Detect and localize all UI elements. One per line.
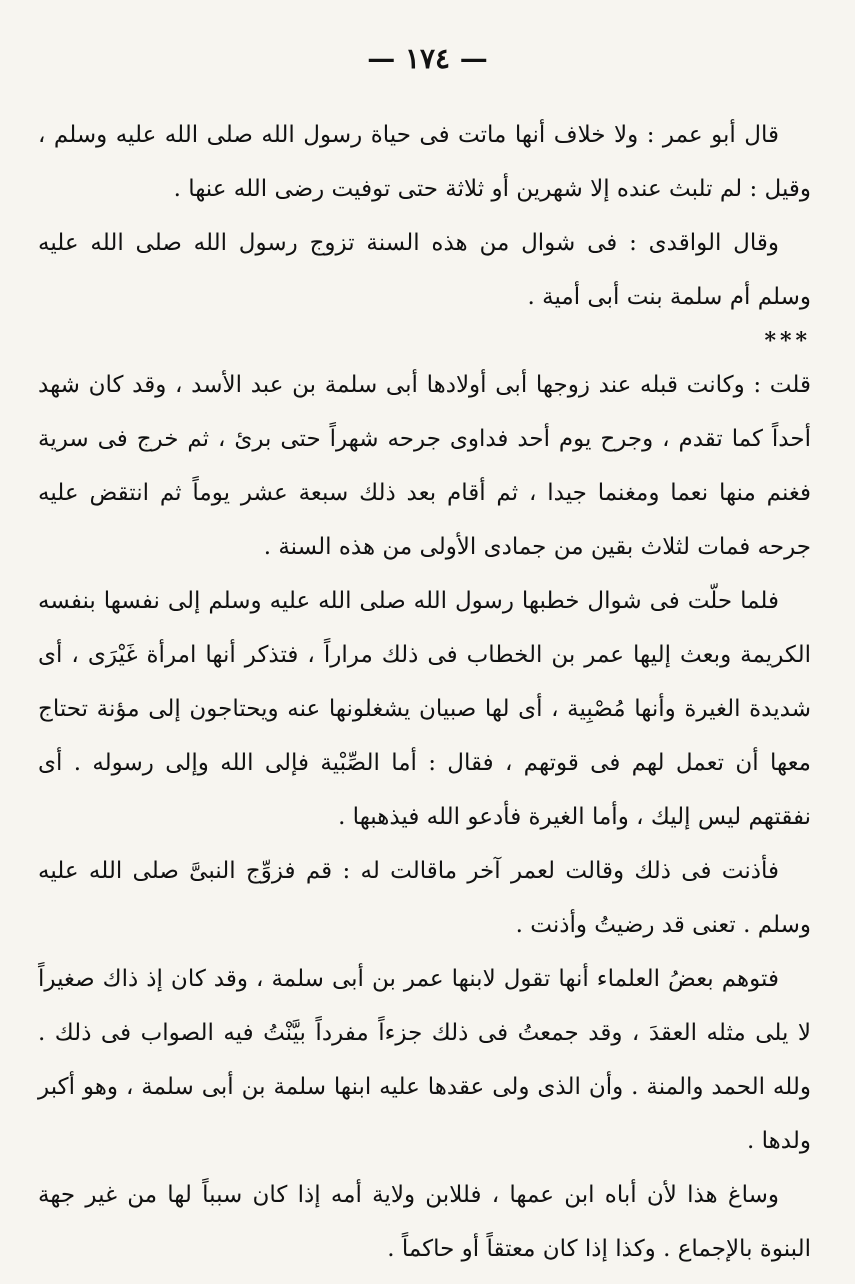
page-number: — ١٧٤ — (367, 42, 488, 75)
paragraph-guardian: فتوهم بعضُ العلماء أنها تقول لابنها عمر بن أبى سلمة ، وقد كان إذ ذاك صغيراً لا يلى مثله العقدَ ، وقد جمعتُ فى ذلك جزءاً مفرداً بيَّنْتُ فيه الصواب فى ذلك . ولله الحمد والمنة . وأن الذى ولى عقدها عليه ابنها سلمة بن أبى سلمة ، وهو أكبر ولدها . (38, 966, 811, 1154)
paragraph-ruling: وساغ هذا لأن أباه ابن عمها ، فللابن ولاية أمه إذا كان سبباً لها من غير جهة البنوة بالإجماع . وكذا إذا كان معتقاً أو حاكماً . (38, 1182, 811, 1262)
paragraph-waqidi: وقال الواقدى : فى شوال من هذه السنة تزوج رسول الله صلى الله عليه وسلم أم سلمة بنت أبى أمية . (38, 230, 811, 310)
paragraph-proposal: فلما حلّت فى شوال خطبها رسول الله صلى الله عليه وسلم إلى نفسها بنفسه الكريمة وبعث إليها عمر بن الخطاب فى ذلك مراراً ، فتذكر أنها امرأة غَيْرَى ، أى شديدة الغيرة وأنها مُصْبِية ، أى لها صبيان يشغلونها عنه ويحتاجون إلى مؤنة تحتاج معها أن تعمل لهم فى قوتهم ، فقال : أما الصِّبْية فإلى الله وإلى رسوله . أى نفقتهم ليس إليك ، وأما الغيرة فأدعو الله فيذهبها . (38, 588, 812, 830)
paragraph-abu-umar: قال أبو عمر : ولا خلاف أنها ماتت فى حياة رسول الله صلى الله عليه وسلم ، وقيل : لم تلبث عنده إلا شهرين أو ثلاثة حتى توفيت رضى الله عنها . (38, 122, 811, 202)
paragraph-consent: فأذنت فى ذلك وقالت لعمر آخر ماقالت له : قم فزوِّج النبىَّ صلى الله عليه وسلم . تعنى قد رضيتُ وأذنت . (38, 858, 811, 938)
page-body (38, 108, 811, 1276)
section-separator: *** (764, 328, 811, 354)
paragraph-qultu: قلت : وكانت قبله عند زوجها أبى أولادها أبى سلمة بن عبد الأسد ، وقد كان شهد أحداً كما تقدم ، وجرح يوم أحد فداوى جرحه شهراً حتى برئ ، ثم خرج فى سرية فغنم منها نعما ومغنما جيدا ، ثم أقام بعد ذلك سبعة عشر يوماً ثم انتقض عليه جرحه فمات لثلاث بقين من جمادى الأولى من هذه السنة . (38, 372, 811, 560)
